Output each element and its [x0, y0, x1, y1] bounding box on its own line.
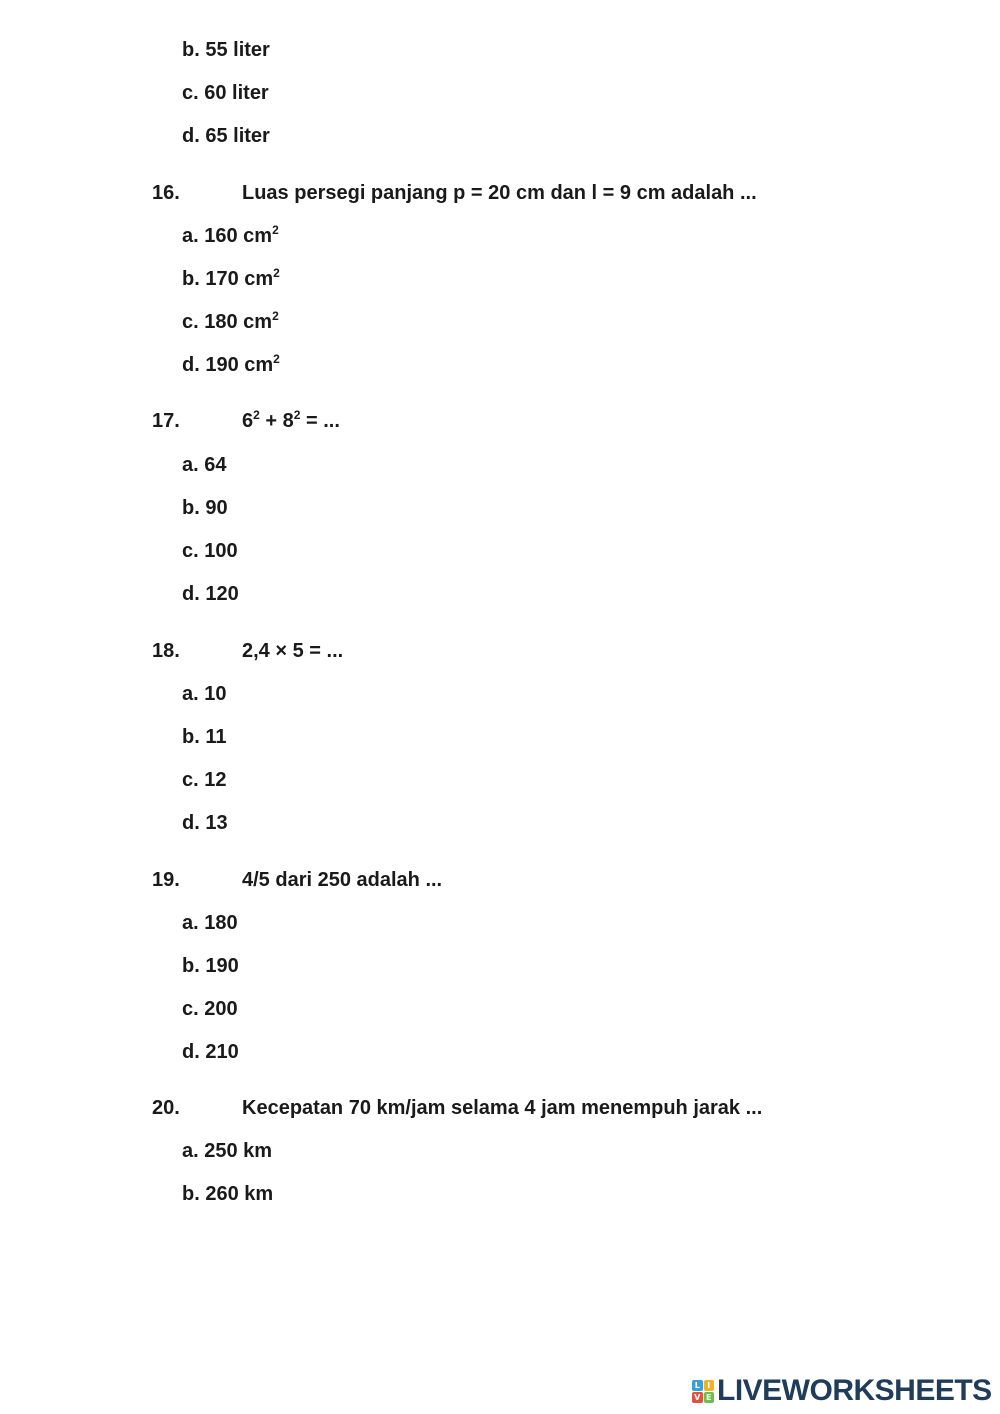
option-16-b[interactable] — [182, 266, 280, 292]
question-text: 4/5 dari 250 adalah ... — [242, 869, 443, 891]
option-15-b[interactable]: b. 55 liter — [182, 39, 270, 61]
question-19 — [152, 867, 442, 893]
option-15-d[interactable]: d. 65 liter — [182, 125, 270, 147]
option-20-b[interactable]: b. 260 km — [182, 1183, 274, 1205]
option-19-d[interactable]: d. 210 — [182, 1041, 239, 1063]
option-16-c[interactable] — [182, 309, 279, 335]
question-number: 20. — [152, 1097, 180, 1119]
option-19-c[interactable]: c. 200 — [182, 998, 238, 1020]
question-text: Kecepatan 70 km/jam selama 4 jam menempuh jarak ... — [242, 1097, 763, 1119]
superscript: 2 — [272, 223, 279, 237]
question-16 — [152, 180, 757, 206]
question-text: Luas persegi panjang p = 20 cm dan l = 9 cm adalah ... — [242, 182, 757, 204]
option-17-a[interactable]: a. 64 — [182, 454, 227, 476]
question-number: 16. — [152, 182, 180, 204]
superscript: 2 — [272, 309, 279, 323]
option-19-a[interactable]: a. 180 — [182, 912, 238, 934]
question-17 — [152, 408, 340, 434]
option-17-c[interactable]: c. 100 — [182, 540, 238, 562]
question-text: 2,4 × 5 = ... — [242, 640, 344, 662]
question-20 — [152, 1095, 762, 1121]
question-text: $6^2 + 8^2$ = ... — [242, 408, 340, 432]
question-number: 19. — [152, 869, 180, 891]
option-16-a[interactable] — [182, 223, 279, 249]
option-16-d[interactable] — [182, 352, 280, 378]
option-text: c. 180 cm — [182, 311, 273, 333]
option-text: d. 190 cm — [182, 354, 274, 376]
option-text: b. 170 cm — [182, 268, 274, 290]
question-number: 18. — [152, 640, 180, 662]
option-18-d[interactable]: d. 13 — [182, 812, 228, 834]
logo-text: LIVEWORKSHEETS — [717, 1374, 992, 1407]
option-15-c[interactable]: c. 60 liter — [182, 82, 269, 104]
liveworksheets-logo[interactable] — [692, 1374, 992, 1408]
option-17-d[interactable]: d. 120 — [182, 583, 239, 605]
superscript: 2 — [273, 266, 280, 280]
option-text: a. 160 cm — [182, 225, 273, 247]
liveworksheets-mark-icon: L I V E — [692, 1380, 714, 1402]
option-17-b[interactable]: b. 90 — [182, 497, 228, 519]
option-20-a[interactable]: a. 250 km — [182, 1140, 273, 1162]
superscript: 2 — [273, 352, 280, 366]
option-18-a[interactable]: a. 10 — [182, 683, 227, 705]
question-18 — [152, 638, 343, 664]
option-18-c[interactable]: c. 12 — [182, 769, 227, 791]
question-number: 17. — [152, 410, 180, 432]
option-18-b[interactable]: b. 11 — [182, 726, 227, 748]
option-19-b[interactable]: b. 190 — [182, 955, 239, 977]
